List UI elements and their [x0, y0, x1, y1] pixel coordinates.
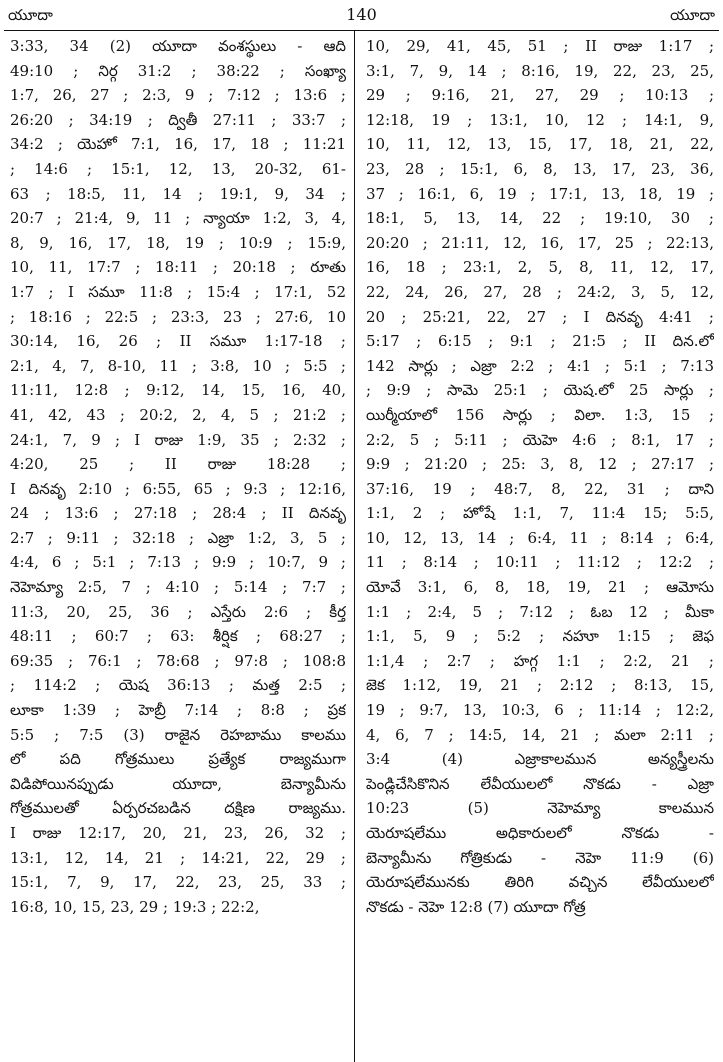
text-line: 5:5 ; 7:5 (3) రాజైన రెహబాము కాలము	[10, 725, 346, 744]
text-line: 69:35 ; 76:1 ; 78:68 ; 97:8 ; 108:8	[10, 651, 346, 670]
text-line: 11:11, 12:8 ; 9:12, 14, 15, 16, 40,	[10, 381, 346, 400]
text-line: 24 ; 13:6 ; 27:18 ; 28:4 ; II దినవృ	[10, 504, 346, 523]
text-line: 10, 12, 13, 14 ; 6:4, 11 ; 8:14 ; 6:4,	[366, 528, 714, 547]
text-line: 22, 24, 26, 27, 28 ; 24:2, 3, 5, 12,	[366, 282, 714, 301]
text-line: 16:8, 10, 15, 23, 29 ; 19:3 ; 22:2,	[10, 897, 260, 916]
text-line: 19 ; 9:7, 13, 10:3, 6 ; 11:14 ; 12:2,	[366, 701, 714, 720]
text-line: 16, 18 ; 23:1, 2, 5, 8, 11, 12, 17,	[366, 258, 714, 277]
text-line: 29 ; 9:16, 21, 27, 29 ; 10:13 ;	[366, 86, 714, 105]
text-line: 4, 6, 7 ; 14:5, 14, 21 ; మలా 2:11 ;	[366, 725, 714, 744]
text-line: 3:33, 34 (2) యూదా వంశస్థులు - ఆది	[10, 37, 346, 55]
text-line: 4:20, 25 ; II రాజు 18:28 ;	[10, 455, 346, 474]
text-line: 24:1, 7, 9 ; I రాజు 1:9, 35 ; 2:32 ;	[10, 430, 346, 449]
text-line: 18:1, 5, 13, 14, 22 ; 19:10, 30 ;	[366, 209, 714, 228]
text-line: 3:1, 7, 9, 14 ; 8:16, 19, 22, 23, 25,	[366, 61, 714, 80]
text-line: 1:1 ; 2:4, 5 ; 7:12 ; ఓబ 12 ; మీకా	[366, 602, 714, 621]
text-line: నెహెమ్యా 2:5, 7 ; 4:10 ; 5:14 ; 7:7 ;	[10, 578, 346, 597]
text-line: 1:1,4 ; 2:7 ; హగ్గ 1:1 ; 2:2, 21 ;	[366, 651, 714, 670]
text-line: 63 ; 18:5, 11, 14 ; 19:1, 9, 34 ;	[10, 184, 346, 203]
text-line: గోత్రములతో ఏర్పరచబడిన దక్షిణ రాజ్యము.	[10, 799, 346, 818]
text-line: 13:1, 12, 14, 21 ; 14:21, 22, 29 ;	[10, 848, 346, 867]
text-line: 1:1, 5, 9 ; 5:2 ; నహూ 1:15 ; జెఫ	[366, 627, 714, 646]
column-divider	[354, 31, 355, 1062]
text-line: లో పది గోత్రములు ప్రత్యేక రాజ్యముగా	[10, 750, 346, 769]
text-line: యెరూషలేము అధికారులలో నొకడు -	[366, 824, 714, 842]
running-head-left: యూదా	[8, 6, 53, 24]
text-line: 4:4, 6 ; 5:1 ; 7:13 ; 9:9 ; 10:7, 9 ;	[10, 553, 346, 572]
text-line: 2:1, 4, 7, 8-10, 11 ; 3:8, 10 ; 5:5 ;	[10, 356, 346, 375]
text-line: 5:17 ; 6:15 ; 9:1 ; 21:5 ; II దిన.లో	[366, 332, 714, 351]
text-line: 9:9 ; 21:20 ; 25: 3, 8, 12 ; 27:17 ;	[366, 455, 714, 474]
text-line: 10, 11, 12, 13, 15, 17, 18, 21, 22,	[366, 135, 714, 154]
text-line: ; 14:6 ; 15:1, 12, 13, 20-32, 61-	[10, 159, 346, 178]
text-line: 2:2, 5 ; 5:11 ; యెహె 4:6 ; 8:1, 17 ;	[366, 430, 714, 449]
text-line: 20 ; 25:21, 22, 27 ; I దినవృ 4:41 ;	[366, 307, 714, 326]
text-line: 2:7 ; 9:11 ; 32:18 ; ఎజ్రా 1:2, 3, 5 ;	[10, 528, 346, 547]
right-column	[366, 34, 714, 919]
text-line: 8, 9, 16, 17, 18, 19 ; 10:9 ; 15:9,	[10, 233, 346, 252]
text-line: 48:11 ; 60:7 ; 63: శీర్షిక ; 68:27 ;	[10, 627, 346, 646]
header-rule	[4, 30, 719, 31]
text-line: 15:1, 7, 9, 17, 22, 23, 25, 33 ;	[10, 873, 346, 892]
text-line: ; 114:2 ; యెష 36:13 ; మత్త 2:5 ;	[10, 676, 346, 695]
text-line: 26:20 ; 34:19 ; ద్వితీ 27:11 ; 33:7 ;	[10, 110, 346, 129]
text-line: బెన్యామీను గోత్రికుడు - నెహె 11:9 (6)	[366, 848, 714, 867]
left-column	[10, 34, 346, 919]
text-line: 37 ; 16:1, 6, 19 ; 17:1, 13, 18, 19 ;	[366, 184, 714, 203]
running-head-right: యూదా	[670, 6, 715, 24]
text-line: జెక 1:12, 19, 21 ; 2:12 ; 8:13, 15,	[366, 676, 714, 695]
text-line: యెరూషలేమునకు తిరిగి వచ్చిన లేవీయులలో	[366, 873, 714, 892]
text-line: 142 సార్లు ; ఎజ్రా 2:2 ; 4:1 ; 5:1 ; 7:13	[366, 356, 714, 375]
text-line: 1:7 ; I సమూ 11:8 ; 15:4 ; 17:1, 52	[10, 282, 346, 301]
text-line: నొకడు - నెహె 12:8 (7) యూదా గోత్ర	[366, 897, 586, 916]
text-line: 12:18, 19 ; 13:1, 10, 12 ; 14:1, 9,	[366, 110, 714, 129]
text-line: 1:1, 2 ; హోషే 1:1, 7, 11:4 15; 5:5,	[366, 504, 714, 523]
text-line: 10, 29, 41, 45, 51 ; II రాజు 1:17 ;	[366, 37, 714, 55]
text-line: I దినవృ 2:10 ; 6:55, 65 ; 9:3 ; 12:16,	[10, 479, 346, 498]
text-line: యోవే 3:1, 6, 8, 18, 19, 21 ; ఆమోసు	[366, 578, 714, 597]
text-line: 10:23 (5) నెహెమ్యా కాలమున	[366, 799, 714, 818]
text-line: 30:14, 16, 26 ; II సమూ 1:17-18 ;	[10, 332, 346, 351]
text-line: 10, 11, 17:7 ; 18:11 ; 20:18 ; రూతు	[10, 258, 346, 277]
text-line: 37:16, 19 ; 48:7, 8, 22, 31 ; దాని	[366, 479, 714, 498]
text-line: పెండ్లిచేసికొనిన లేవీయులలో నొకడు - ఎజ్రా	[366, 774, 714, 793]
text-line: 49:10 ; నిర్గ 31:2 ; 38:22 ; సంఖ్యా	[10, 61, 346, 80]
text-line: I రాజు 12:17, 20, 21, 23, 26, 32 ;	[10, 824, 346, 842]
page-header	[0, 0, 723, 30]
text-line: 20:7 ; 21:4, 9, 11 ; న్యాయా 1:2, 3, 4,	[10, 209, 346, 228]
text-line: 11 ; 8:14 ; 10:11 ; 11:12 ; 12:2 ;	[366, 553, 714, 572]
text-line: ; 18:16 ; 22:5 ; 23:3, 23 ; 27:6, 10	[10, 307, 346, 326]
text-line: 23, 28 ; 15:1, 6, 8, 13, 17, 23, 36,	[366, 159, 714, 178]
text-line: 1:7, 26, 27 ; 2:3, 9 ; 7:12 ; 13:6 ;	[10, 86, 346, 105]
text-line: 34:2 ; యెహో 7:1, 16, 17, 18 ; 11:21	[10, 135, 346, 154]
text-line: 3:4 (4) ఎజ్రాకాలమున అన్యస్త్రీలను	[366, 750, 714, 769]
text-line: లూకా 1:39 ; హెబ్రీ 7:14 ; 8:8 ; ప్రక	[10, 701, 346, 720]
text-line: ; 9:9 ; సామె 25:1 ; యెష.లో 25 సార్లు ;	[366, 381, 714, 400]
text-line: విడిపోయినప్పుడు యూదా, బెన్యామీను	[10, 774, 346, 793]
text-line: 41, 42, 43 ; 20:2, 2, 4, 5 ; 21:2 ;	[10, 405, 346, 424]
text-line: యిర్మీయాలో 156 సార్లు ; విలా. 1:3, 15 ;	[366, 405, 714, 424]
page-number: 140	[346, 5, 377, 24]
text-line: 20:20 ; 21:11, 12, 16, 17, 25 ; 22:13,	[366, 233, 714, 252]
text-line: 11:3, 20, 25, 36 ; ఎస్తేరు 2:6 ; కీర్త	[10, 602, 346, 621]
